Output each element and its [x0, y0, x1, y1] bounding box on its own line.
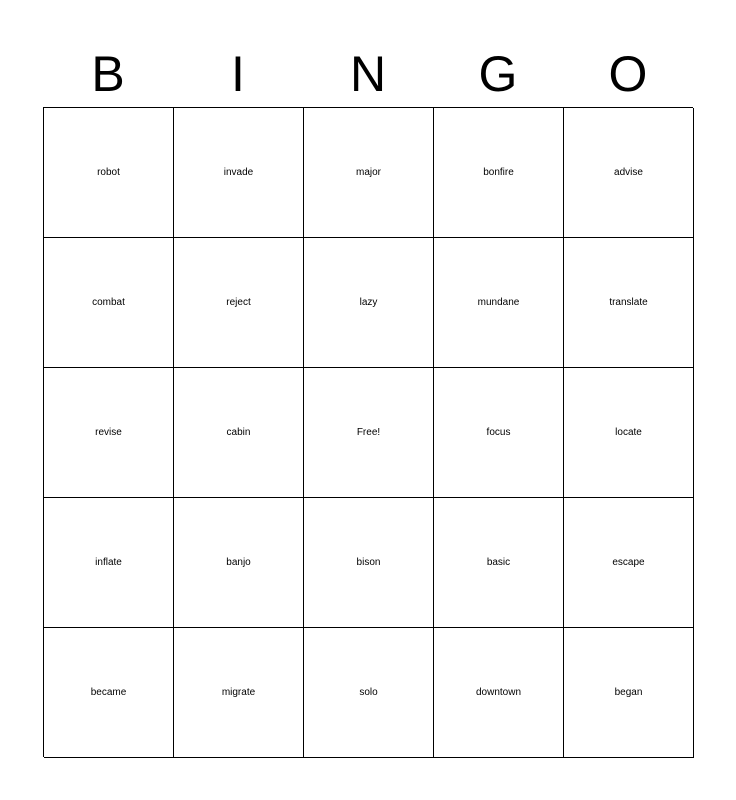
bingo-cell[interactable]: downtown	[434, 628, 564, 758]
bingo-cell[interactable]: focus	[434, 368, 564, 498]
bingo-cell[interactable]: combat	[44, 238, 174, 368]
bingo-cell[interactable]: lazy	[304, 238, 434, 368]
bingo-header	[43, 40, 693, 108]
bingo-cell[interactable]: banjo	[174, 498, 304, 628]
bingo-cell[interactable]: became	[44, 628, 174, 758]
bingo-cell[interactable]: bison	[304, 498, 434, 628]
bingo-cell[interactable]: bonfire	[434, 108, 564, 238]
header-letter-o: O	[608, 46, 648, 102]
header-letter-n: N	[349, 46, 387, 102]
bingo-board	[43, 107, 693, 757]
bingo-cell[interactable]: locate	[564, 368, 694, 498]
bingo-cell[interactable]: reject	[174, 238, 304, 368]
header-letter-b: B	[91, 46, 125, 102]
bingo-cell[interactable]: robot	[44, 108, 174, 238]
bingo-cell[interactable]: inflate	[44, 498, 174, 628]
bingo-cell[interactable]: invade	[174, 108, 304, 238]
bingo-cell[interactable]: basic	[434, 498, 564, 628]
bingo-cell[interactable]: migrate	[174, 628, 304, 758]
bingo-cell[interactable]: solo	[304, 628, 434, 758]
bingo-cell[interactable]: mundane	[434, 238, 564, 368]
bingo-cell[interactable]: advise	[564, 108, 694, 238]
bingo-cell[interactable]: cabin	[174, 368, 304, 498]
bingo-cell[interactable]: revise	[44, 368, 174, 498]
header-letter-g: G	[478, 46, 518, 102]
bingo-cell-free[interactable]: Free!	[304, 368, 434, 498]
bingo-cell[interactable]: escape	[564, 498, 694, 628]
header-letter-i: I	[231, 46, 245, 102]
bingo-cell[interactable]: translate	[564, 238, 694, 368]
bingo-cell[interactable]: began	[564, 628, 694, 758]
bingo-cell[interactable]: major	[304, 108, 434, 238]
